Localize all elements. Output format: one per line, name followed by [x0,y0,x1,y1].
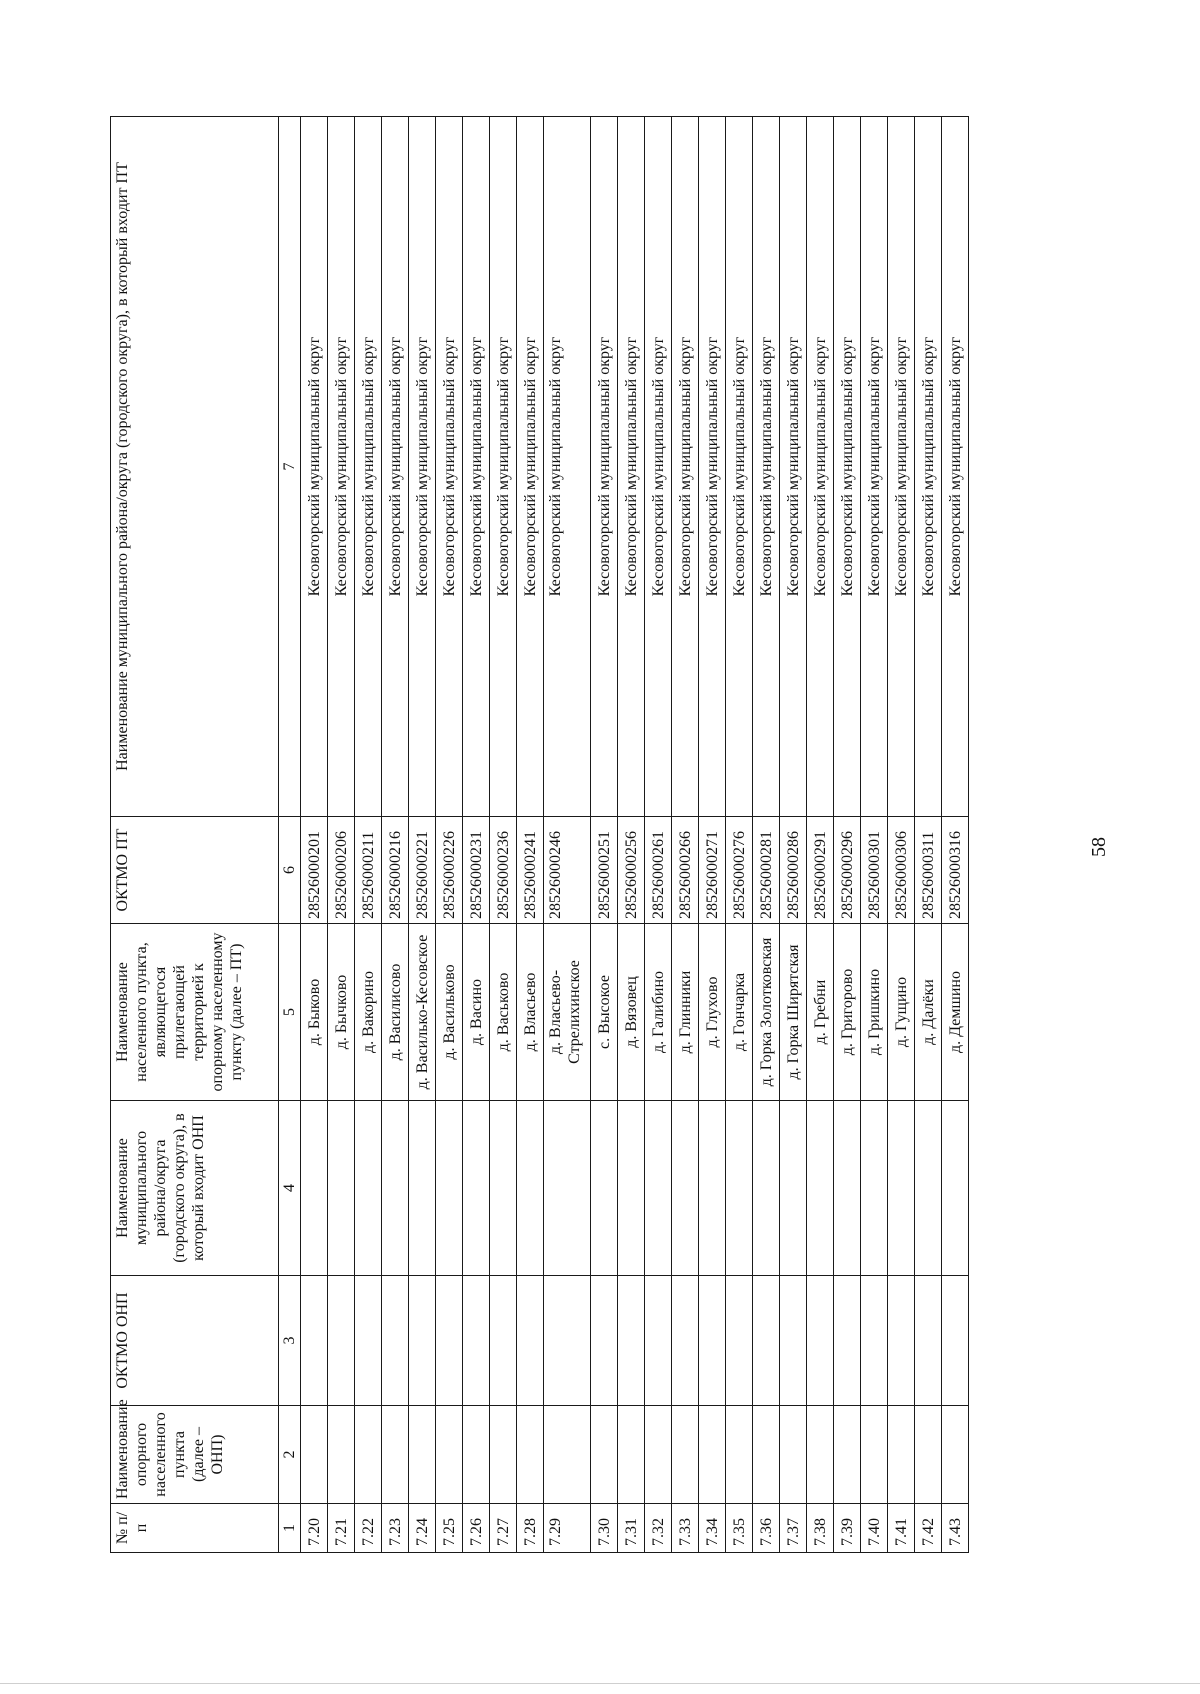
onp-district-cell [463,1101,490,1276]
onp-district-cell [807,1101,834,1276]
pt-name-cell: д. Бычково [328,924,355,1101]
onp-name-cell [672,1406,699,1504]
pt-district-cell: Кесовогорский муниципальный округ [301,117,328,817]
pt-oktmo-cell: 28526000206 [328,817,355,924]
table-row [645,117,672,1553]
column-number: 6 [279,817,301,924]
column-number: 7 [279,117,301,817]
table-row [861,117,888,1553]
row-number: 7.39 [834,1504,861,1553]
row-number: 7.42 [915,1504,942,1553]
header-col-6: ОКТМО ПТ [111,817,279,924]
onp-oktmo-cell [517,1276,544,1406]
row-number: 7.43 [942,1504,969,1553]
pt-name-cell: д. Демшино [942,924,969,1101]
column-number-row [279,117,301,1553]
onp-district-cell [355,1101,382,1276]
table-header [111,117,301,1553]
table-row [780,117,807,1553]
table-body [301,117,969,1553]
pt-name-cell: д. Васильково [436,924,463,1101]
column-number: 2 [279,1406,301,1504]
row-number: 7.40 [861,1504,888,1553]
onp-name-cell [942,1406,969,1504]
onp-district-cell [915,1101,942,1276]
onp-oktmo-cell [490,1276,517,1406]
pt-district-cell: Кесовогорский муниципальный округ [915,117,942,817]
pt-oktmo-cell: 28526000231 [463,817,490,924]
pt-name-cell: с. Высокое [591,924,618,1101]
pt-name-cell: д. Власьево-Стрелихинское [544,924,591,1101]
table-row [807,117,834,1553]
onp-district-cell [591,1101,618,1276]
pt-district-cell: Кесовогорский муниципальный округ [834,117,861,817]
onp-district-cell [861,1101,888,1276]
row-number: 7.27 [490,1504,517,1553]
onp-district-cell [328,1101,355,1276]
pt-name-cell: д. Гущино [888,924,915,1101]
pt-name-cell: д. Глинники [672,924,699,1101]
onp-oktmo-cell [436,1276,463,1406]
pt-oktmo-cell: 28526000251 [591,817,618,924]
header-row [111,117,279,1553]
onp-district-cell [544,1101,591,1276]
onp-district-cell [942,1101,969,1276]
pt-name-cell: д. Власьево [517,924,544,1101]
onp-oktmo-cell [544,1276,591,1406]
pt-oktmo-cell: 28526000306 [888,817,915,924]
pt-name-cell: д. Вакорино [355,924,382,1101]
onp-district-cell [672,1101,699,1276]
pt-oktmo-cell: 28526000266 [672,817,699,924]
onp-district-cell [436,1101,463,1276]
pt-oktmo-cell: 28526000296 [834,817,861,924]
onp-name-cell [328,1406,355,1504]
pt-district-cell: Кесовогорский муниципальный округ [942,117,969,817]
onp-oktmo-cell [355,1276,382,1406]
onp-oktmo-cell [780,1276,807,1406]
onp-oktmo-cell [861,1276,888,1406]
table-row [618,117,645,1553]
pt-name-cell: д. Василисово [382,924,409,1101]
row-number: 7.36 [753,1504,780,1553]
pt-name-cell: д. Глухово [699,924,726,1101]
pt-district-cell: Кесовогорский муниципальный округ [409,117,436,817]
onp-name-cell [915,1406,942,1504]
onp-name-cell [301,1406,328,1504]
pt-oktmo-cell: 28526000311 [915,817,942,924]
table-row [517,117,544,1553]
pt-oktmo-cell: 28526000241 [517,817,544,924]
onp-name-cell [699,1406,726,1504]
header-col-7: Наименование муниципального района/округа (городского округа), в который входит ПТ [111,117,279,817]
pt-name-cell: д. Горка Ширятская [780,924,807,1101]
row-number: 7.24 [409,1504,436,1553]
onp-district-cell [699,1101,726,1276]
table-row [355,117,382,1553]
pt-district-cell: Кесовогорский муниципальный округ [436,117,463,817]
pt-district-cell: Кесовогорский муниципальный округ [382,117,409,817]
table-row [699,117,726,1553]
pt-name-cell: д. Григорово [834,924,861,1101]
onp-oktmo-cell [645,1276,672,1406]
onp-oktmo-cell [834,1276,861,1406]
onp-oktmo-cell [672,1276,699,1406]
table-row [301,117,328,1553]
onp-name-cell [807,1406,834,1504]
onp-oktmo-cell [382,1276,409,1406]
onp-oktmo-cell [301,1276,328,1406]
pt-oktmo-cell: 28526000276 [726,817,753,924]
row-number: 7.25 [436,1504,463,1553]
onp-name-cell [409,1406,436,1504]
onp-district-cell [517,1101,544,1276]
column-number: 4 [279,1101,301,1276]
onp-district-cell [618,1101,645,1276]
onp-district-cell [645,1101,672,1276]
pt-name-cell: д. Васино [463,924,490,1101]
onp-oktmo-cell [888,1276,915,1406]
table-row [544,117,591,1553]
pt-name-cell: д. Гребни [807,924,834,1101]
pt-oktmo-cell: 28526000221 [409,817,436,924]
row-number: 7.29 [544,1504,591,1553]
row-number: 7.31 [618,1504,645,1553]
row-number: 7.32 [645,1504,672,1553]
column-number: 3 [279,1276,301,1406]
onp-district-cell [834,1101,861,1276]
onp-name-cell [861,1406,888,1504]
table-row [591,117,618,1553]
pt-district-cell: Кесовогорский муниципальный округ [780,117,807,817]
table-row [409,117,436,1553]
onp-oktmo-cell [463,1276,490,1406]
column-number: 5 [279,924,301,1101]
table-row [328,117,355,1553]
onp-district-cell [726,1101,753,1276]
pt-oktmo-cell: 28526000301 [861,817,888,924]
pt-name-cell: д. Васьково [490,924,517,1101]
onp-district-cell [409,1101,436,1276]
pt-oktmo-cell: 28526000201 [301,817,328,924]
row-number: 7.41 [888,1504,915,1553]
onp-oktmo-cell [591,1276,618,1406]
pt-district-cell: Кесовогорский муниципальный округ [544,117,591,817]
onp-oktmo-cell [699,1276,726,1406]
onp-district-cell [753,1101,780,1276]
onp-name-cell [382,1406,409,1504]
pt-oktmo-cell: 28526000236 [490,817,517,924]
onp-district-cell [490,1101,517,1276]
pt-oktmo-cell: 28526000211 [355,817,382,924]
pt-district-cell: Кесовогорский муниципальный округ [753,117,780,817]
settlements-table [110,116,969,1553]
onp-name-cell [544,1406,591,1504]
onp-district-cell [382,1101,409,1276]
pt-district-cell: Кесовогорский муниципальный округ [861,117,888,817]
pt-name-cell: д. Далёки [915,924,942,1101]
header-col-1: № п/п [111,1504,279,1553]
header-col-4: Наименование муниципального района/округа (городского округа), в который входит ОНП [111,1101,279,1276]
row-number: 7.21 [328,1504,355,1553]
onp-name-cell [436,1406,463,1504]
pt-district-cell: Кесовогорский муниципальный округ [591,117,618,817]
pt-name-cell: д. Вязовец [618,924,645,1101]
pt-oktmo-cell: 28526000256 [618,817,645,924]
pt-district-cell: Кесовогорский муниципальный округ [699,117,726,817]
pt-oktmo-cell: 28526000226 [436,817,463,924]
onp-name-cell [645,1406,672,1504]
pt-district-cell: Кесовогорский муниципальный округ [355,117,382,817]
pt-name-cell: д. Василько-Кесовское [409,924,436,1101]
row-number: 7.34 [699,1504,726,1553]
pt-oktmo-cell: 28526000291 [807,817,834,924]
page-number: 58 [1088,837,1110,857]
row-number: 7.30 [591,1504,618,1553]
pt-name-cell: д. Горка Золотковская [753,924,780,1101]
row-number: 7.35 [726,1504,753,1553]
pt-district-cell: Кесовогорский муниципальный округ [463,117,490,817]
pt-name-cell: д. Галибино [645,924,672,1101]
table-row [834,117,861,1553]
onp-oktmo-cell [726,1276,753,1406]
table-row [490,117,517,1553]
onp-name-cell [753,1406,780,1504]
pt-district-cell: Кесовогорский муниципальный округ [618,117,645,817]
onp-oktmo-cell [409,1276,436,1406]
onp-oktmo-cell [328,1276,355,1406]
pt-district-cell: Кесовогорский муниципальный округ [888,117,915,817]
pt-oktmo-cell: 28526000246 [544,817,591,924]
onp-name-cell [355,1406,382,1504]
onp-oktmo-cell [618,1276,645,1406]
pt-district-cell: Кесовогорский муниципальный округ [517,117,544,817]
pt-oktmo-cell: 28526000286 [780,817,807,924]
pt-name-cell: д. Гончарка [726,924,753,1101]
row-number: 7.20 [301,1504,328,1553]
table-row [753,117,780,1553]
row-number: 7.33 [672,1504,699,1553]
table-row [672,117,699,1553]
pt-district-cell: Кесовогорский муниципальный округ [645,117,672,817]
onp-oktmo-cell [807,1276,834,1406]
onp-district-cell [888,1101,915,1276]
row-number: 7.26 [463,1504,490,1553]
header-col-3: ОКТМО ОНП [111,1276,279,1406]
onp-name-cell [834,1406,861,1504]
onp-name-cell [618,1406,645,1504]
table-row [463,117,490,1553]
pt-district-cell: Кесовогорский муниципальный округ [726,117,753,817]
pt-district-cell: Кесовогорский муниципальный округ [807,117,834,817]
table-row [382,117,409,1553]
onp-oktmo-cell [915,1276,942,1406]
onp-name-cell [726,1406,753,1504]
row-number: 7.23 [382,1504,409,1553]
pt-oktmo-cell: 28526000316 [942,817,969,924]
header-col-2: Наименование опорного населенного пункта (далее – ОНП) [111,1406,279,1504]
pt-district-cell: Кесовогорский муниципальный округ [672,117,699,817]
onp-name-cell [591,1406,618,1504]
row-number: 7.38 [807,1504,834,1553]
onp-district-cell [780,1101,807,1276]
row-number: 7.28 [517,1504,544,1553]
table-row [942,117,969,1553]
pt-name-cell: д. Гришкино [861,924,888,1101]
onp-name-cell [490,1406,517,1504]
header-col-5: Наименование населенного пункта, являющегося прилегающей территорией к опорному населенному пункту (далее – ПТ) [111,924,279,1101]
pt-name-cell: д. Быково [301,924,328,1101]
onp-name-cell [888,1406,915,1504]
table-row [726,117,753,1553]
table-row [915,117,942,1553]
column-number: 1 [279,1504,301,1553]
table-row [888,117,915,1553]
pt-oktmo-cell: 28526000216 [382,817,409,924]
table-row [436,117,463,1553]
pt-oktmo-cell: 28526000271 [699,817,726,924]
onp-name-cell [780,1406,807,1504]
pt-district-cell: Кесовогорский муниципальный округ [490,117,517,817]
pt-district-cell: Кесовогорский муниципальный округ [328,117,355,817]
row-number: 7.22 [355,1504,382,1553]
pt-oktmo-cell: 28526000281 [753,817,780,924]
row-number: 7.37 [780,1504,807,1553]
onp-district-cell [301,1101,328,1276]
onp-oktmo-cell [942,1276,969,1406]
pt-oktmo-cell: 28526000261 [645,817,672,924]
onp-oktmo-cell [753,1276,780,1406]
onp-name-cell [517,1406,544,1504]
onp-name-cell [463,1406,490,1504]
